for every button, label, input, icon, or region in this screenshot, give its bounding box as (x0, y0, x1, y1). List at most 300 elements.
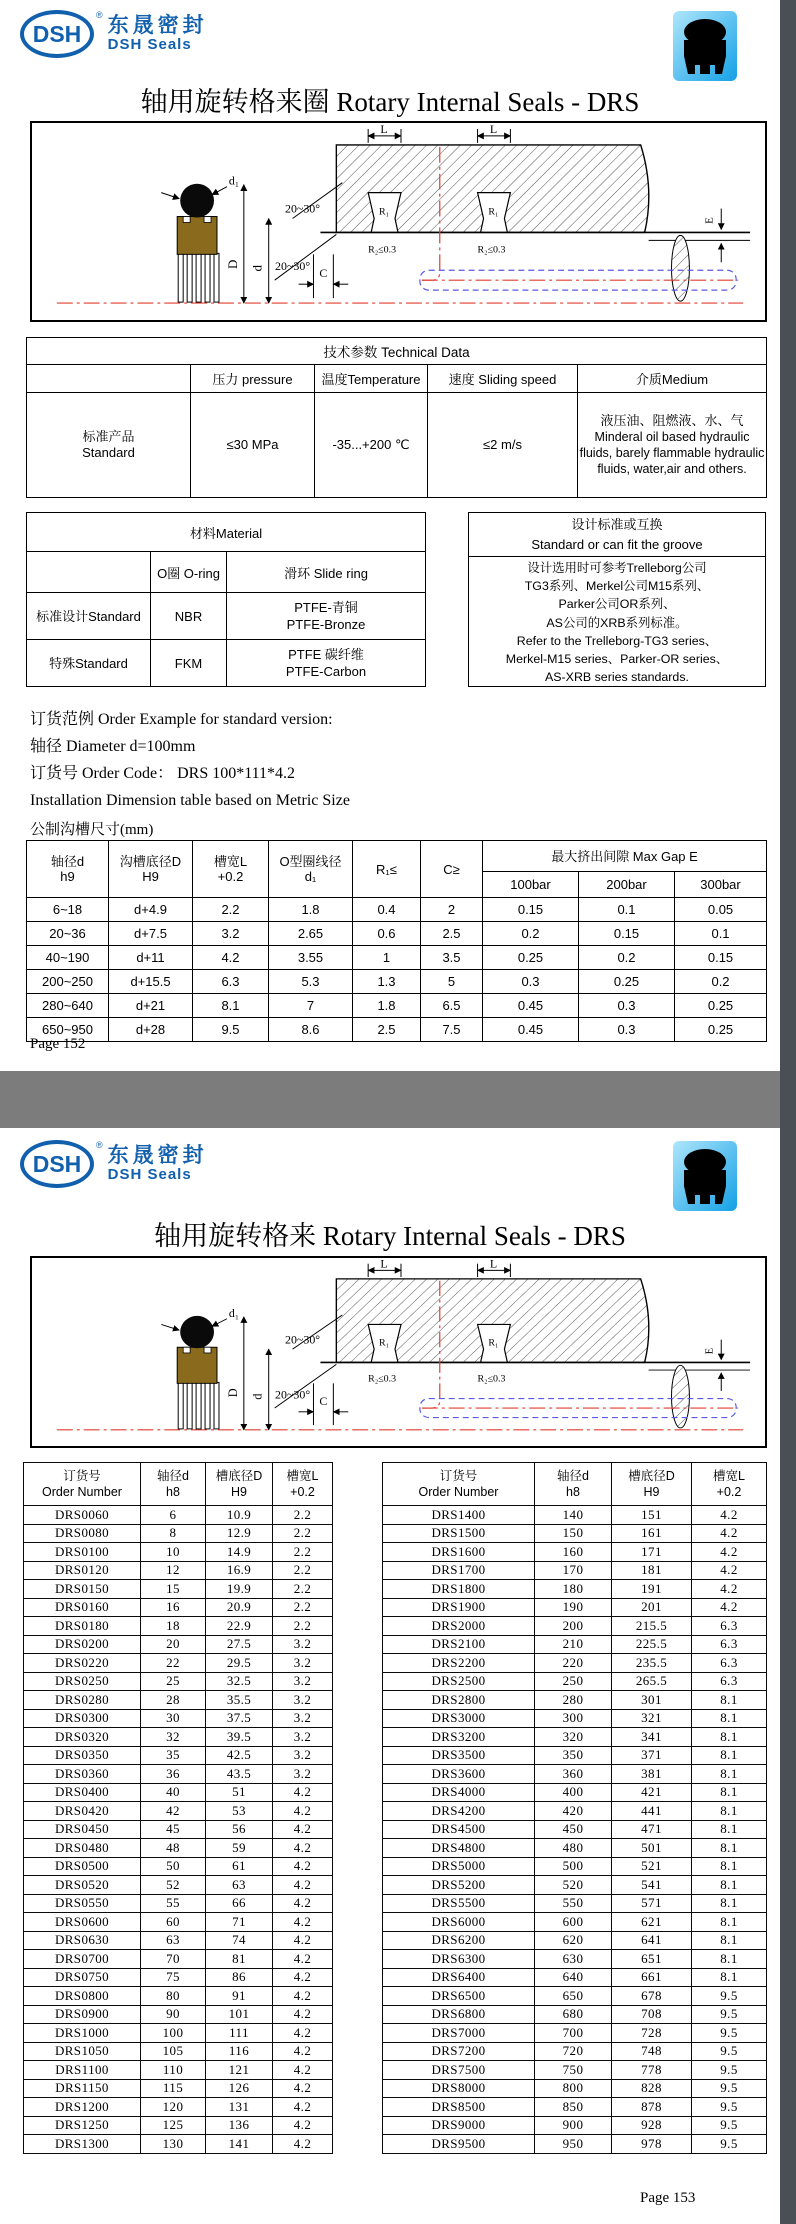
table-cell: 2.2 (193, 898, 269, 922)
table-cell: DRS8500 (383, 2098, 535, 2117)
table-row (24, 1765, 333, 1784)
dim-header-max-gap: 最大挤出间隙 Max Gap E (483, 841, 767, 872)
table-cell: d+11 (109, 946, 193, 970)
table-cell: 151 (612, 1506, 692, 1525)
table-cell: DRS1250 (24, 2116, 141, 2135)
table-row (383, 1617, 767, 1636)
table-cell: 708 (612, 2005, 692, 2024)
table-row (24, 1728, 333, 1747)
table-cell: 8.1 (692, 1820, 767, 1839)
table-row (24, 1839, 333, 1858)
table-row (383, 1691, 767, 1710)
material-slide-value (227, 593, 426, 640)
table-cell: DRS1900 (383, 1598, 535, 1617)
table-cell: 301 (612, 1691, 692, 1710)
table-row (27, 946, 767, 970)
table-row (383, 1820, 767, 1839)
table-cell: 4.2 (273, 2079, 333, 2098)
material-oring-value: FKM (151, 640, 227, 687)
order-example-line3: 订货号 Order Code： DRS 100*111*4.2 (30, 765, 296, 782)
table-cell: 4.2 (193, 946, 269, 970)
table-cell: 180 (535, 1580, 612, 1599)
dsh-logo-text (108, 14, 208, 54)
table-row (383, 2135, 767, 2154)
technical-data-table (26, 337, 767, 498)
table-cell: 120 (141, 2098, 206, 2117)
table-cell: 4.2 (692, 1543, 767, 1562)
table-cell: DRS0750 (24, 1968, 141, 1987)
table-cell: 4.2 (273, 1783, 333, 1802)
table-cell: 6.3 (692, 1654, 767, 1673)
table-cell: 500 (535, 1857, 612, 1876)
table-cell: DRS1050 (24, 2042, 141, 2061)
table-cell: 641 (612, 1931, 692, 1950)
dim-header-oring-dia (269, 841, 353, 898)
dim-header-groove-dia (109, 841, 193, 898)
design-line: 设计选用时可参考Trelleborg公司 (527, 561, 707, 575)
table-row (24, 1783, 333, 1802)
table-cell: 0.4 (353, 898, 421, 922)
table-cell: 8.1 (692, 1876, 767, 1895)
table-cell: 8.1 (692, 1950, 767, 1969)
table-cell: 280 (535, 1691, 612, 1710)
table-cell: 1.8 (269, 898, 353, 922)
dsh-logo-oval (20, 10, 94, 58)
table-cell: 3.2 (273, 1672, 333, 1691)
table-cell: 2.2 (273, 1524, 333, 1543)
table-cell: 225.5 (612, 1635, 692, 1654)
table-cell: DRS1300 (24, 2135, 141, 2154)
table-row (24, 1968, 333, 1987)
table-cell: 60 (141, 1913, 206, 1932)
table-cell: DRS5000 (383, 1857, 535, 1876)
table-cell: 0.15 (675, 946, 767, 970)
design-standard-box (468, 512, 766, 687)
table-row (27, 970, 767, 994)
table-cell: 4.2 (273, 1913, 333, 1932)
tech-medium-value (578, 393, 767, 498)
shaft-break-section (672, 235, 690, 301)
table-cell: 39.5 (206, 1728, 273, 1747)
table-cell: 9.5 (692, 2024, 767, 2043)
table-cell: 35 (141, 1746, 206, 1765)
seal-installation-drawing (32, 1258, 765, 1446)
dsh-logo-mark: DSH (32, 1150, 82, 1177)
order-number-table-left (23, 1462, 333, 2154)
table-cell: 8.1 (692, 1839, 767, 1858)
order-example-line1: 订货范例 Order Example for standard version: (30, 711, 333, 728)
table-row (383, 1802, 767, 1821)
table-cell: d+4.9 (109, 898, 193, 922)
table-cell: DRS0060 (24, 1506, 141, 1525)
table-row (383, 1746, 767, 1765)
table-cell: 115 (141, 2079, 206, 2098)
table-row (383, 1728, 767, 1747)
tech-row-label-cn: 标准产品 (82, 429, 135, 444)
table-row (383, 1580, 767, 1599)
table-cell: 0.2 (483, 922, 579, 946)
table-cell: 4.2 (273, 2116, 333, 2135)
table-cell: DRS0250 (24, 1672, 141, 1691)
table-row (383, 2024, 767, 2043)
table-cell: 320 (535, 1728, 612, 1747)
seal-profile-icon (672, 10, 738, 82)
table-cell: 2.2 (273, 1561, 333, 1580)
table-cell: DRS0900 (24, 2005, 141, 2024)
tech-table-title: 技术参数 Technical Data (27, 338, 767, 365)
table-cell: 0.15 (483, 898, 579, 922)
dim-header-line: 轴径d (50, 854, 85, 869)
table-row (24, 2135, 333, 2154)
table-cell: 0.45 (483, 994, 579, 1018)
table-row (383, 1783, 767, 1802)
table-cell: 0.2 (675, 970, 767, 994)
order-header-width (273, 1463, 333, 1506)
table-cell: 2.2 (273, 1617, 333, 1636)
l-dimension-label-1: L (380, 123, 388, 136)
dim-header-line: +0.2 (217, 869, 244, 884)
order-header-line: h8 (166, 1485, 180, 1499)
table-cell: 0.05 (675, 898, 767, 922)
table-cell: d+15.5 (109, 970, 193, 994)
installation-dimension-table (26, 840, 767, 1042)
chamfer-angle-label-1: 20~30° (284, 201, 321, 216)
table-cell: 30 (141, 1709, 206, 1728)
table-row (24, 2061, 333, 2080)
table-cell: DRS0400 (24, 1783, 141, 1802)
table-cell: DRS7500 (383, 2061, 535, 2080)
material-row-label: 特殊Standard (27, 640, 151, 687)
table-cell: 828 (612, 2079, 692, 2098)
table-cell: 0.25 (579, 970, 675, 994)
table-cell: 720 (535, 2042, 612, 2061)
table-row (24, 1709, 333, 1728)
chamfer-angle-label-2: 20~30° (275, 1388, 311, 1402)
table-cell: 750 (535, 2061, 612, 2080)
table-row (24, 1931, 333, 1950)
table-cell: 3.2 (273, 1635, 333, 1654)
table-cell: 630 (535, 1950, 612, 1969)
material-slide-line2: PTFE-Bronze (286, 617, 366, 632)
table-row (383, 2116, 767, 2135)
table-cell: 131 (206, 2098, 273, 2117)
table-cell: 8.1 (692, 1709, 767, 1728)
seal-cross-section (161, 174, 239, 302)
d-small-label: d (250, 1393, 265, 1400)
table-row (383, 1709, 767, 1728)
table-cell: 7.5 (421, 1018, 483, 1042)
d-big-label: D (225, 1388, 240, 1398)
table-cell: DRS0320 (24, 1728, 141, 1747)
table-cell: 371 (612, 1746, 692, 1765)
table-cell: 14.9 (206, 1543, 273, 1562)
order-header-number (383, 1463, 535, 1506)
design-line: TG3系列、Merkel公司M15系列、 (524, 579, 710, 594)
dim-header-100bar: 100bar (483, 872, 579, 898)
dsh-logo-en: DSH Seals (107, 1166, 192, 1184)
table-cell: 74 (206, 1931, 273, 1950)
table-cell: 4.2 (273, 2024, 333, 2043)
chamfer-angle-label-2: 20~30° (275, 259, 311, 274)
table-row (383, 1894, 767, 1913)
table-cell: 300 (535, 1709, 612, 1728)
table-row (383, 1543, 767, 1562)
table-cell: 0.1 (675, 922, 767, 946)
table-cell: 6.3 (692, 1617, 767, 1636)
order-header-line: 订货号 (439, 1469, 478, 1483)
table-cell: 4.2 (273, 1857, 333, 1876)
material-slide-line2: PTFE-Carbon (285, 664, 367, 679)
table-cell: 0.6 (353, 922, 421, 946)
table-cell: DRS0700 (24, 1950, 141, 1969)
table-cell: 126 (206, 2079, 273, 2098)
table-cell: 728 (612, 2024, 692, 2043)
dim-header-groove-width (193, 841, 269, 898)
table-row (383, 2042, 767, 2061)
table-cell: 27.5 (206, 1635, 273, 1654)
table-cell: 441 (612, 1802, 692, 1821)
table-cell: 28 (141, 1691, 206, 1710)
page-gap (0, 1071, 796, 1128)
table-cell: 9.5 (692, 2079, 767, 2098)
table-cell: 25 (141, 1672, 206, 1691)
d1-label: d₁ (228, 173, 240, 188)
table-cell: 36 (141, 1765, 206, 1784)
table-row (27, 994, 767, 1018)
table-cell: 748 (612, 2042, 692, 2061)
r2-label-2: R₂≤0.3 (477, 244, 506, 256)
table-cell: 678 (612, 1987, 692, 2006)
table-row (24, 1857, 333, 1876)
dsh-logo-cn: 东晟密封 (107, 1144, 208, 1168)
table-cell: 10.9 (206, 1506, 273, 1525)
table-cell: 480 (535, 1839, 612, 1858)
dsh-logo-cn: 东晟密封 (107, 14, 208, 38)
table-cell: 63 (206, 1876, 273, 1895)
table-cell: 520 (535, 1876, 612, 1895)
table-cell: d+28 (109, 1018, 193, 1042)
table-cell: DRS8000 (383, 2079, 535, 2098)
seal-cross-section (161, 1307, 239, 1429)
table-row (24, 1894, 333, 1913)
table-cell: 10 (141, 1543, 206, 1562)
table-row (383, 1950, 767, 1969)
design-title-en: Standard or can fit the groove (531, 537, 703, 552)
table-cell: 90 (141, 2005, 206, 2024)
table-row (383, 1506, 767, 1525)
tech-temperature-value: -35...+200 ℃ (315, 393, 428, 498)
table-cell: 71 (206, 1913, 273, 1932)
table-cell: 220 (535, 1654, 612, 1673)
dim-header-line: h9 (60, 869, 75, 884)
table-cell: 42 (141, 1802, 206, 1821)
material-slide-value (227, 640, 426, 687)
table-cell: DRS3000 (383, 1709, 535, 1728)
table-cell: 661 (612, 1968, 692, 1987)
table-row (24, 1580, 333, 1599)
table-cell: 8 (141, 1524, 206, 1543)
table-cell: 900 (535, 2116, 612, 2135)
dim-header-line: 槽宽L (213, 854, 248, 869)
tech-header-speed: 速度 Sliding speed (428, 365, 578, 393)
table-cell: 541 (612, 1876, 692, 1895)
table-cell: 2 (421, 898, 483, 922)
table-cell: 1.8 (353, 994, 421, 1018)
table-cell: 37.5 (206, 1709, 273, 1728)
table-row (383, 1876, 767, 1895)
table-cell: 8.1 (692, 1691, 767, 1710)
table-row (24, 1635, 333, 1654)
table-cell: DRS1800 (383, 1580, 535, 1599)
design-line: Parker公司OR系列、 (558, 597, 676, 612)
table-cell: DRS0150 (24, 1580, 141, 1599)
table-cell: 4.2 (273, 2005, 333, 2024)
dsh-logo-oval (20, 1140, 94, 1188)
c-dimension-label: C (319, 266, 328, 281)
table-cell: 501 (612, 1839, 692, 1858)
table-cell: DRS1400 (383, 1506, 535, 1525)
table-cell: 55 (141, 1894, 206, 1913)
table-cell: DRS3200 (383, 1728, 535, 1747)
table-cell: 8.1 (692, 1857, 767, 1876)
dimension-table-caption: 公制沟槽尺寸(mm) (30, 822, 154, 838)
table-row (383, 1654, 767, 1673)
page-number-label: Page 153 (640, 2190, 696, 2206)
table-cell: 8.1 (692, 1931, 767, 1950)
table-row (383, 1561, 767, 1580)
table-cell: DRS6400 (383, 1968, 535, 1987)
tech-row-label-en: Standard (82, 445, 135, 460)
table-cell: 66 (206, 1894, 273, 1913)
table-row (383, 2079, 767, 2098)
table-cell: 32 (141, 1728, 206, 1747)
table-cell: 3.2 (273, 1709, 333, 1728)
table-cell: 59 (206, 1839, 273, 1858)
table-cell: 18 (141, 1617, 206, 1636)
page-title: 轴用旋转格来 Rotary Internal Seals - DRS (154, 1221, 626, 1251)
design-line: AS公司的XRB系列标准。 (546, 615, 688, 630)
table-row (24, 1746, 333, 1765)
order-header-line: 槽宽L (286, 1469, 319, 1483)
table-cell: DRS0800 (24, 1987, 141, 2006)
table-cell: DRS3600 (383, 1765, 535, 1784)
r2-label-2: R₂≤0.3 (477, 1373, 506, 1385)
right-edge-strip[interactable] (780, 0, 796, 2224)
table-row (24, 1543, 333, 1562)
table-cell: 121 (206, 2061, 273, 2080)
table-cell: 81 (206, 1950, 273, 1969)
table-cell: DRS6800 (383, 2005, 535, 2024)
material-oring-value: NBR (151, 593, 227, 640)
table-row (24, 1598, 333, 1617)
table-cell: 91 (206, 1987, 273, 2006)
l-dimension-label-2: L (489, 123, 498, 136)
table-row (383, 1635, 767, 1654)
table-cell: DRS1200 (24, 2098, 141, 2117)
table-cell: 20 (141, 1635, 206, 1654)
e-gap-label: E (703, 217, 716, 224)
table-cell: 4.2 (692, 1598, 767, 1617)
l-dimension-label-1: L (380, 1258, 388, 1271)
table-cell: 4.2 (273, 1820, 333, 1839)
table-cell: DRS9000 (383, 2116, 535, 2135)
table-cell: 1 (353, 946, 421, 970)
table-cell: 250 (535, 1672, 612, 1691)
table-cell: 600 (535, 1913, 612, 1932)
table-row (383, 1987, 767, 2006)
table-cell: 4.2 (273, 1968, 333, 1987)
table-cell: 105 (141, 2042, 206, 2061)
table-cell: DRS0100 (24, 1543, 141, 1562)
table-cell: 0.25 (675, 1018, 767, 1042)
seal-installation-drawing (32, 123, 765, 320)
table-cell: 3.2 (193, 922, 269, 946)
table-cell: DRS1000 (24, 2024, 141, 2043)
table-cell: 650 (535, 1987, 612, 2006)
dim-header-c: C≥ (421, 841, 483, 898)
table-row (24, 2042, 333, 2061)
table-cell: 0.3 (579, 994, 675, 1018)
table-cell: 100 (141, 2024, 206, 2043)
r1-label-1: R₁ (379, 206, 390, 218)
material-header-oring: O圈 O-ring (151, 552, 227, 593)
table-cell: DRS2800 (383, 1691, 535, 1710)
table-cell: DRS6500 (383, 1987, 535, 2006)
tech-medium-en: Minderal oil based hydraulic fluids, barely flammable hydraulic fluids, water,air and others. (579, 430, 765, 476)
order-header-line: h8 (566, 1485, 580, 1499)
table-cell: 20.9 (206, 1598, 273, 1617)
table-cell: 86 (206, 1968, 273, 1987)
table-cell: 620 (535, 1931, 612, 1950)
table-cell: 8.1 (692, 1783, 767, 1802)
table-cell: d+7.5 (109, 922, 193, 946)
table-cell: 5.3 (269, 970, 353, 994)
table-cell: DRS0360 (24, 1765, 141, 1784)
table-cell: 170 (535, 1561, 612, 1580)
table-cell: 200 (535, 1617, 612, 1636)
table-cell: 4.2 (692, 1580, 767, 1599)
table-cell: 950 (535, 2135, 612, 2154)
table-cell: 521 (612, 1857, 692, 1876)
table-row (383, 1598, 767, 1617)
table-cell: 265.5 (612, 1672, 692, 1691)
d-small-label: d (249, 265, 265, 272)
seal-profile-icon (672, 1140, 738, 1212)
table-cell: 9.5 (692, 2098, 767, 2117)
tech-row-label (27, 393, 191, 498)
r1-label-2: R₁ (488, 1337, 499, 1349)
table-cell: 978 (612, 2135, 692, 2154)
table-cell: 4.2 (273, 1894, 333, 1913)
table-cell: 3.2 (273, 1654, 333, 1673)
material-row-label: 标准设计Standard (27, 593, 151, 640)
page-title: 轴用旋转格来圈 Rotary Internal Seals - DRS (140, 87, 640, 117)
table-cell: DRS1500 (383, 1524, 535, 1543)
table-cell: 141 (206, 2135, 273, 2154)
table-cell: DRS0080 (24, 1524, 141, 1543)
table-cell: 4.2 (273, 1802, 333, 1821)
table-row (383, 2098, 767, 2117)
tech-header-temperature: 温度Temperature (315, 365, 428, 393)
table-cell: 878 (612, 2098, 692, 2117)
table-cell: 778 (612, 2061, 692, 2080)
table-row (24, 2098, 333, 2117)
table-row (27, 1018, 767, 1042)
dsh-logo-mark: DSH (32, 20, 82, 47)
table-cell: 2.2 (273, 1543, 333, 1562)
table-cell: 150 (535, 1524, 612, 1543)
table-cell: DRS0500 (24, 1857, 141, 1876)
